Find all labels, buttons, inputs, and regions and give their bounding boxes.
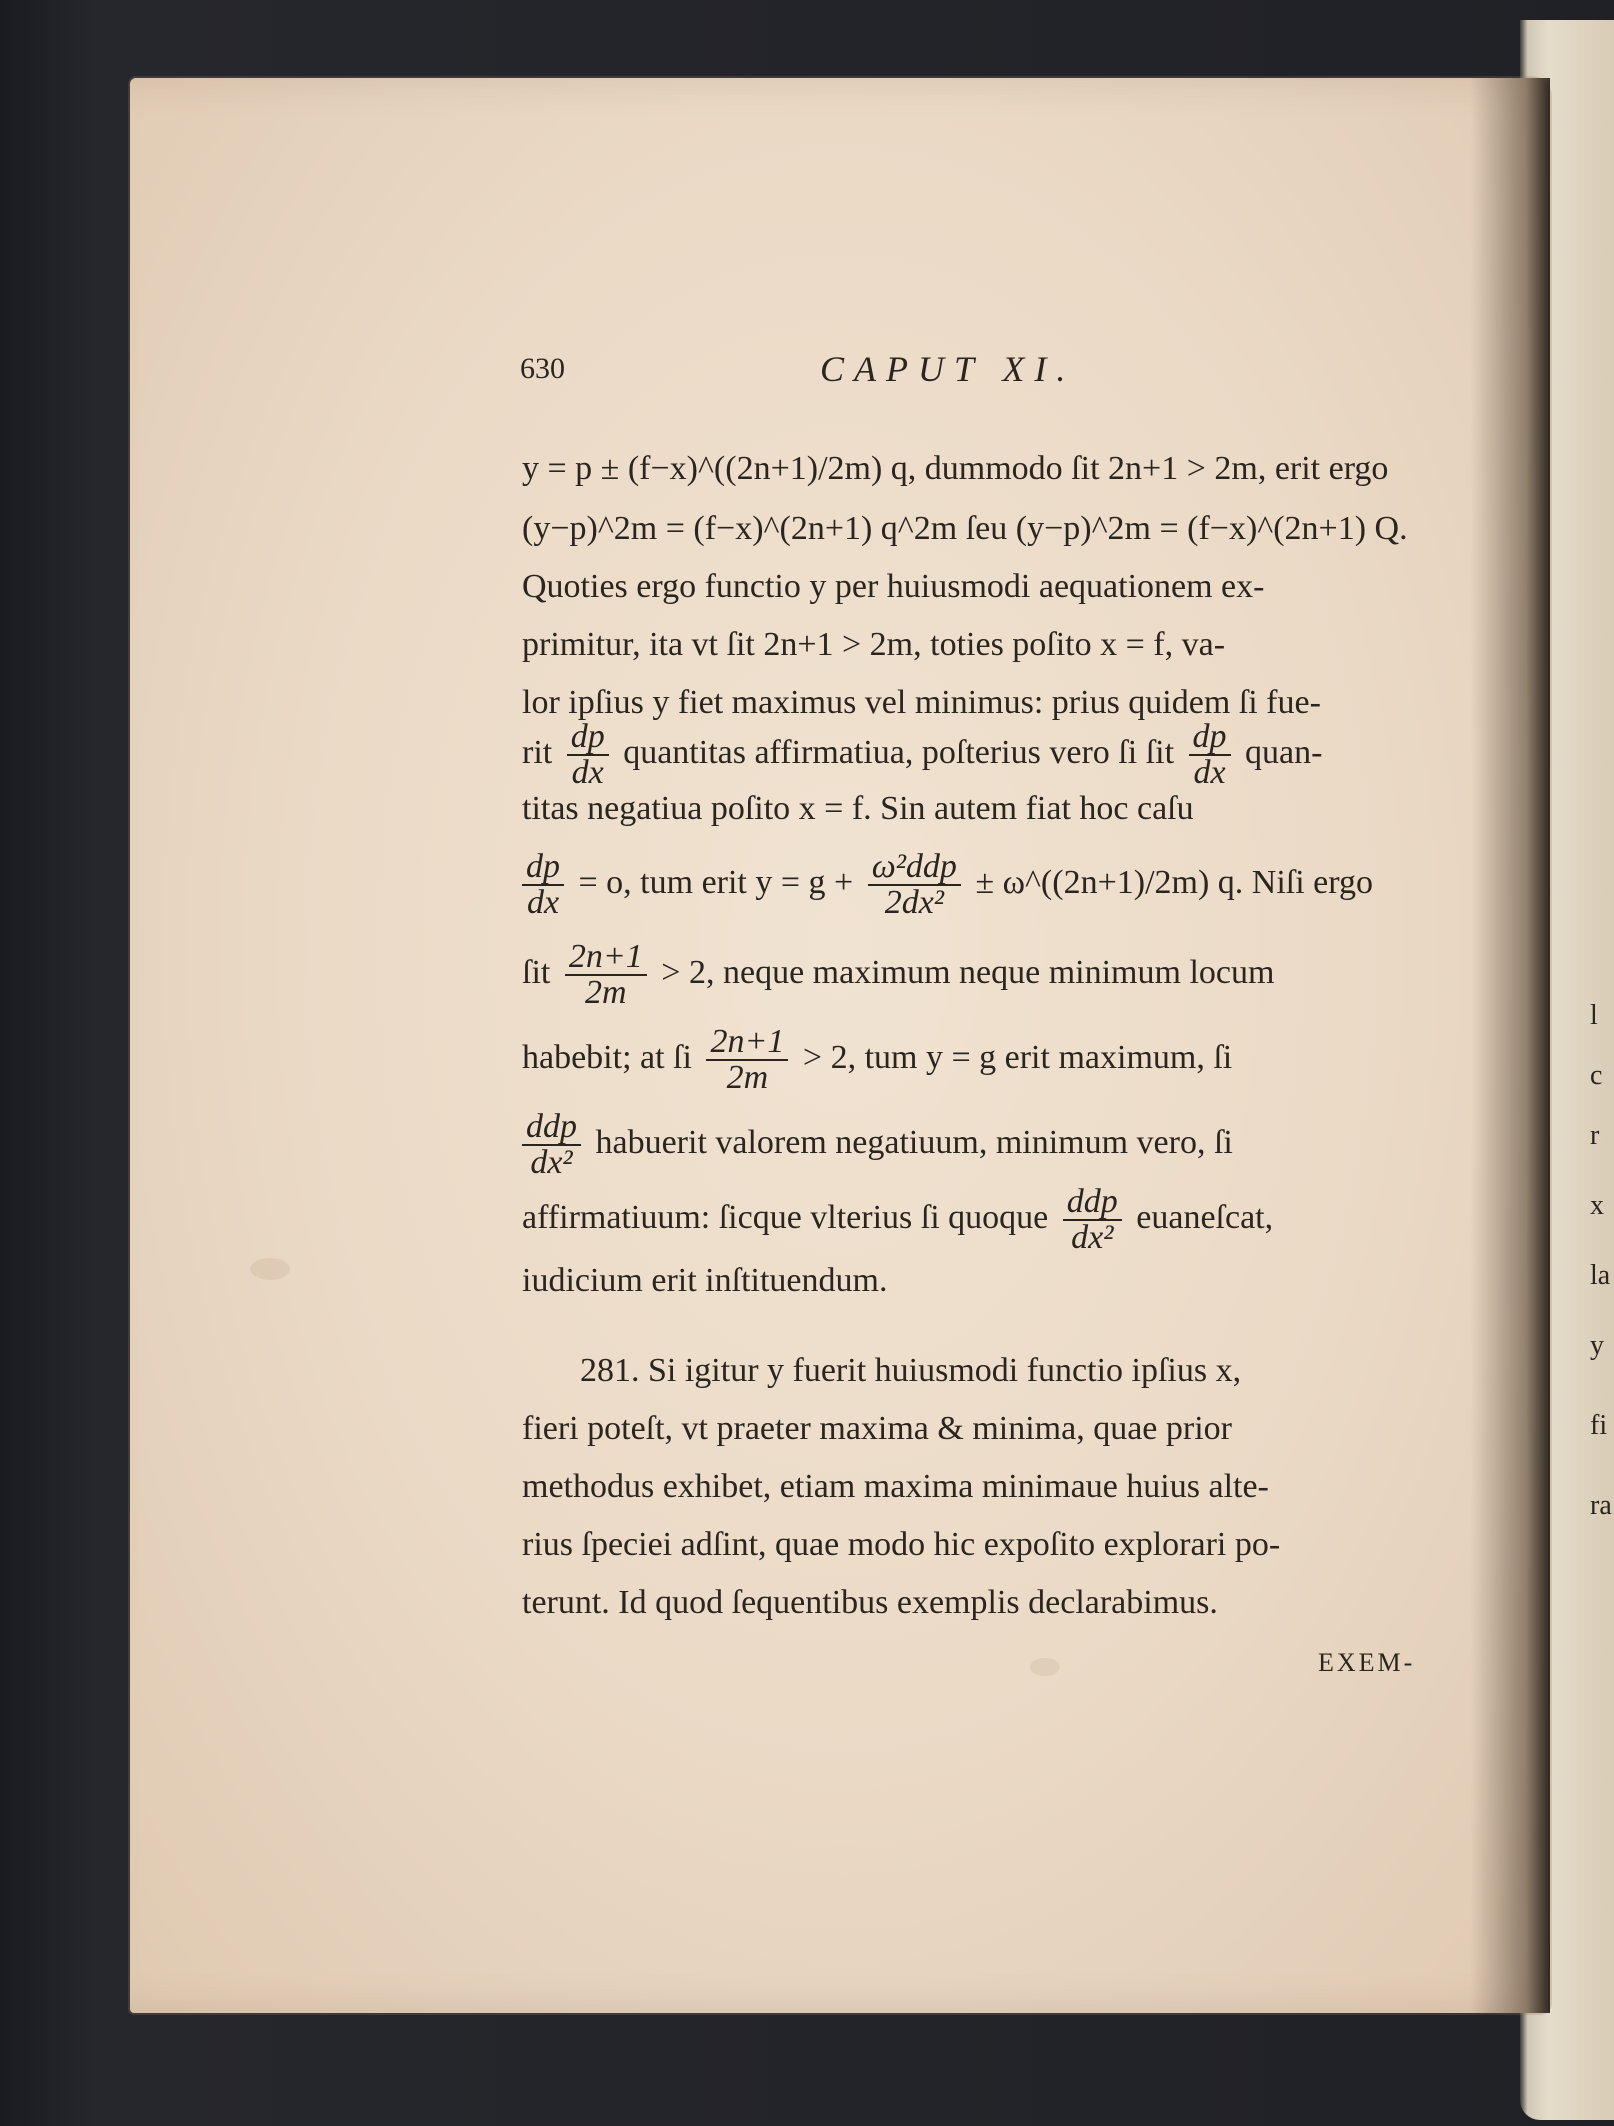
- fraction-denominator: 2m: [585, 974, 627, 1011]
- text-line: Quoties ergo functio y per huiusmodi aequationem ex-: [522, 568, 1265, 605]
- text-line: fieri poteſt, vt praeter maxima & minima, quae prior: [522, 1410, 1232, 1447]
- fraction-numerator: 2n+1: [565, 940, 647, 976]
- text-line: iudicium erit inſtituendum.: [522, 1262, 888, 1299]
- catchword: EXEM-: [1318, 1648, 1416, 1677]
- paper-stain: [1030, 1658, 1060, 1676]
- fraction-denominator: 2m: [726, 1059, 769, 1096]
- next-page-fragments: [1590, 1000, 1614, 1600]
- fraction: [1063, 1185, 1122, 1255]
- fraction: [1189, 720, 1231, 790]
- fraction: [706, 1025, 788, 1095]
- page-number: 630: [520, 352, 565, 385]
- text-line: [522, 1110, 1233, 1180]
- text-line: terunt. Id quod ſequentibus exemplis declarabimus.: [522, 1584, 1218, 1621]
- fraction-denominator: dx: [1193, 754, 1226, 791]
- fraction-numerator: ω²ddp: [868, 850, 961, 886]
- text-line: [522, 850, 1373, 920]
- text-line: methodus exhibet, etiam maxima minimaue huius alte-: [522, 1468, 1269, 1505]
- fragment: r: [1590, 1120, 1600, 1151]
- text-segment: habebit; at ſi: [522, 1038, 692, 1076]
- fraction: [565, 940, 647, 1010]
- fraction-numerator: dp: [1189, 720, 1231, 756]
- text-segment: quantitas affirmatiua, poſterius vero ſi ſit: [623, 733, 1175, 771]
- fraction-numerator: dp: [522, 850, 564, 886]
- text-segment: ſit: [522, 953, 551, 991]
- text-segment: affirmatiuum: ſicque vlterius ſi quoque: [522, 1198, 1049, 1236]
- fragment: fi: [1590, 1410, 1608, 1441]
- paragraph-start: 281. Si igitur y fuerit huiusmodi functio ipſius x,: [580, 1352, 1242, 1389]
- text-segment: habuerit valorem negatiuum, minimum vero, ſi: [595, 1123, 1233, 1161]
- text-segment: quan-: [1245, 733, 1323, 771]
- fraction-denominator: dx²: [530, 1144, 573, 1181]
- spine-shadow: [1470, 78, 1550, 2013]
- text-segment: ± ω^((2n+1)/2m) q. Niſi ergo: [975, 863, 1373, 901]
- fraction-numerator: dp: [567, 720, 609, 756]
- text-segment: > 2, neque maximum neque minimum locum: [661, 953, 1275, 991]
- text-line: [522, 1185, 1273, 1255]
- fraction-denominator: dx: [571, 754, 604, 791]
- text-line: [522, 1025, 1232, 1095]
- fraction: [522, 1110, 581, 1180]
- text-line: [522, 720, 1322, 790]
- fraction: [567, 720, 609, 790]
- text-segment: > 2, tum y = g erit maximum, ſi: [802, 1038, 1233, 1076]
- fragment: c: [1590, 1060, 1603, 1091]
- text-line: y = p ± (f−x)^((2n+1)/2m) q, dummodo ſit 2n+1 > 2m, erit ergo: [522, 450, 1389, 487]
- paper-stain: [250, 1258, 290, 1280]
- text-segment: euaneſcat,: [1136, 1198, 1274, 1236]
- running-title: CAPUT XI.: [820, 349, 1076, 389]
- fraction: [522, 850, 564, 920]
- fraction-numerator: ddp: [1063, 1185, 1122, 1221]
- fraction-denominator: dx²: [1071, 1219, 1114, 1256]
- text-line: (y−p)^2m = (f−x)^(2n+1) q^2m ſeu (y−p)^2m = (f−x)^(2n+1) Q.: [522, 510, 1408, 547]
- fraction-numerator: 2n+1: [706, 1025, 788, 1061]
- fraction-numerator: ddp: [522, 1110, 581, 1146]
- fraction: [868, 850, 961, 920]
- fragment: la: [1590, 1260, 1611, 1291]
- fraction-denominator: dx: [526, 884, 560, 921]
- fragment: y: [1590, 1330, 1604, 1361]
- fraction-denominator: 2dx²: [884, 884, 944, 921]
- fragment: ra: [1590, 1490, 1612, 1521]
- text-line: titas negatiua poſito x = f. Sin autem fiat hoc caſu: [522, 790, 1194, 827]
- text-line: primitur, ita vt ſit 2n+1 > 2m, toties poſito x = f, va-: [522, 626, 1226, 663]
- fragment: l: [1590, 1000, 1598, 1031]
- fragment: x: [1590, 1190, 1604, 1221]
- text-line: [522, 940, 1274, 1010]
- text-segment: rit: [522, 733, 553, 771]
- text-segment: = o, tum erit y = g +: [578, 863, 854, 901]
- text-line: lor ipſius y fiet maximus vel minimus: prius quidem ſi fue-: [522, 684, 1321, 721]
- text-line: rius ſpeciei adſint, quae modo hic expoſito explorari po-: [522, 1526, 1281, 1563]
